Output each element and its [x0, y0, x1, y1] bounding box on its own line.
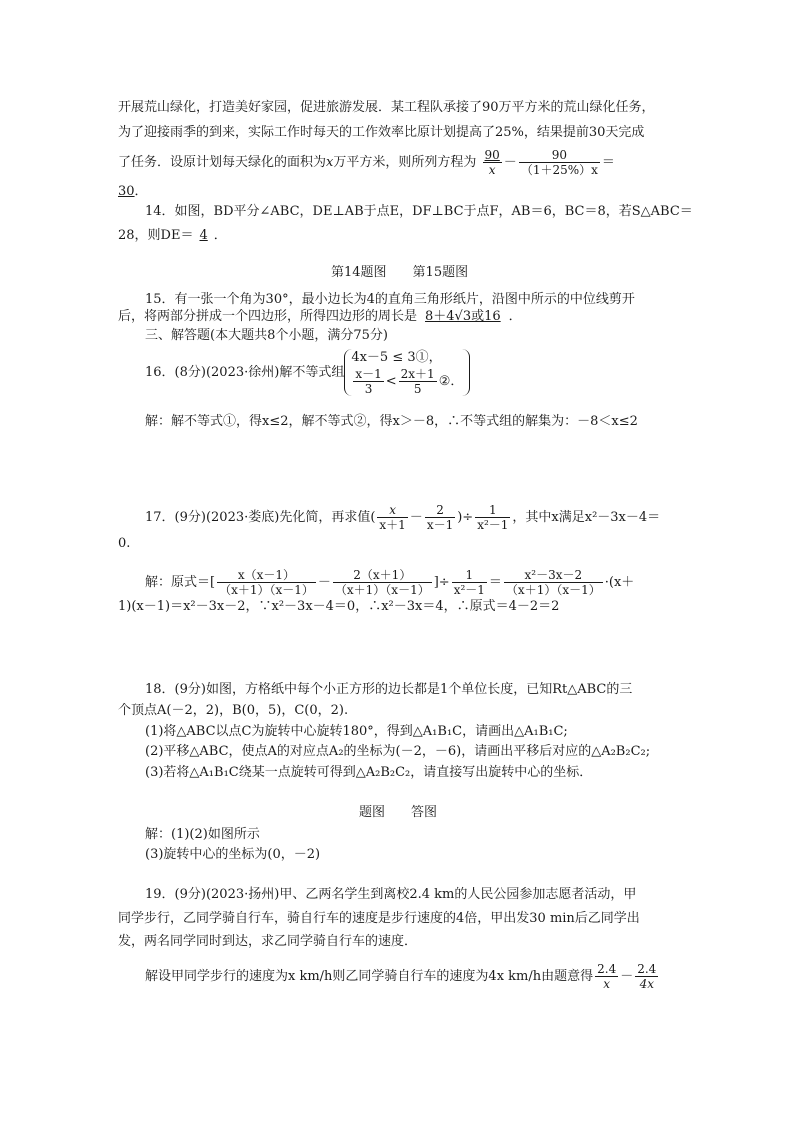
p16-frac1: $\frac{x-1}{3}$: [355, 367, 382, 396]
p13-line2: 为了迎接雨季的到来，实际工作时每天的工作效率比原计划提高了25%，结果提前30天完成: [118, 125, 645, 140]
p16-row2-tail: ②．: [438, 374, 464, 389]
figure-caption-14-15: 第14题图 第15题图: [331, 265, 469, 280]
p13-var-x: x: [326, 155, 334, 170]
p13-line3-pre: 了任务．设原计划每天绿化的面积为: [118, 155, 327, 170]
p17-post: ，其中x满足x²－3x－4＝: [512, 510, 661, 525]
p17-s3: $\frac{1}{\text{x²－1}}$: [453, 568, 485, 597]
p14-line2: [118, 227, 227, 245]
p18-line2: 个顶点A(－2，2)，B(0，5)，C(0，2).: [118, 703, 349, 718]
p17-solution-line2: 1)(x－1)＝x²－3x－2，∵x²－3x－4＝0，∴x²－3x＝4，∴原式＝4－2＝2: [118, 599, 560, 614]
p18-line1: 18．(9分)如图，方格纸中每个小正方形的边长都是1个单位长度，已知Rt△ABC的三: [145, 682, 633, 697]
p19-line3: 发，两名同学同时到达，求乙同学骑自行车的速度．: [118, 934, 418, 949]
p16-lt: <: [385, 374, 397, 389]
p16-question: [145, 349, 470, 396]
p17-div: )÷: [457, 510, 474, 525]
p13-line3: [118, 148, 615, 177]
p17-s-tail: ·(x＋: [604, 575, 635, 590]
p17-s4: $\frac{\text{x²－3x－2}}{(x+1)(x-1)}$: [505, 568, 601, 597]
p17-sol-pre: 解：原式＝[: [145, 575, 216, 590]
p16-sys-row2: [351, 367, 463, 396]
p15-line2: [118, 308, 522, 326]
p19-line1: 19．(9分)(2023·扬州)甲、乙两名学生到离校2.4 km的人民公园参加志愿者活动，甲: [145, 887, 637, 902]
p19-minus: －: [620, 969, 634, 984]
p14-line1: 14．如图，BD平分∠ABC，DE⊥AB于点E，DF⊥BC于点F，AB＝6，BC＝8，若S△ABC＝: [145, 204, 693, 219]
p14-line2-pre: 28，则DE＝: [118, 228, 194, 243]
p17-s1: $\frac{x(x-1)}{(x+1)(x-1)}$: [219, 568, 314, 597]
p16-sys-row1: 4x－5 ≤ 3①，: [351, 350, 442, 365]
p13-minus: －: [503, 155, 517, 170]
p15-line2-post: ．: [508, 309, 522, 324]
p15-line1: 15．有一张一个角为30°，最小边长为4的直角三角形纸片，沿图中所示的中位线剪开: [145, 292, 635, 307]
p13-answer-line: [118, 183, 148, 201]
p18-q3: (3)若将△A₁B₁C绕某一点旋转可得到△A₂B₂C₂，请直接写出旋转中心的坐标．: [145, 765, 593, 780]
p17-s2: $\frac{2(x+1)}{(x+1)(x-1)}$: [334, 568, 430, 597]
p17-s-div: ]÷: [433, 575, 450, 590]
p17-f2: $\frac{2}{x-1}$: [426, 503, 454, 532]
p17-s-eq: ＝: [488, 575, 502, 590]
p17-f3: $\frac{1}{\text{x²－1}}$: [477, 503, 509, 532]
p19-f1: $\frac{2.4}{x}$: [597, 962, 617, 991]
p13-frac1: $\frac{90}{x}$: [484, 148, 500, 177]
p15-line2-pre: 后，将两部分拼成一个四边形，所得四边形的周长是: [118, 309, 418, 324]
p13-tail: ．: [134, 184, 148, 199]
p16-inequality-system: [344, 349, 470, 396]
p17-line2: 0.: [118, 536, 131, 551]
p16-frac2: $\frac{2x+1}{5}$: [400, 367, 435, 396]
p18-solution-1: 解：(1)(2)如图所示: [145, 827, 260, 842]
p16-pre: 16．(8分)(2023·徐州)解不等式组: [145, 364, 345, 380]
p13-answer: 30: [118, 184, 135, 199]
p18-q1: (1)将△ABC以点C为旋转中心旋转180°，得到△A₁B₁C，请画出△A₁B₁C;: [145, 724, 568, 739]
p19-solution: [145, 962, 660, 991]
p17-minus: －: [409, 510, 423, 525]
p13-frac2: $\frac{90}{(1+25\%)x}$: [520, 148, 598, 177]
section3-title: 三、解答题(本大题共8个小题，满分75分): [145, 328, 388, 343]
p17-question: [145, 503, 660, 532]
p17-pre: 17．(9分)(2023·娄底)先化简，再求值(: [145, 510, 376, 525]
p13-line1: 开展荒山绿化，打造美好家园，促进旅游发展．某工程队承接了90万平方米的荒山绿化任务，: [118, 100, 655, 115]
p19-line2: 同学步行，乙同学骑自行车，骑自行车的速度是步行速度的4倍，甲出发30 min后乙同学出: [118, 911, 640, 926]
p13-line3-mid: 万平方米，则所列方程为: [333, 155, 477, 170]
p16-solution: 解：解不等式①，得x≤2，解不等式②，得x＞－8，∴不等式组的解集为：－8＜x≤2: [145, 414, 638, 429]
p18-solution-2: (3)旋转中心的坐标为(0，－2): [145, 847, 321, 862]
p18-figure-caption: 题图 答图: [359, 805, 438, 820]
p15-answer: 8＋4√3或16: [425, 309, 501, 324]
p13-eq: ＝: [601, 155, 615, 170]
p17-solution-line1: [145, 568, 634, 597]
p17-s-minus: －: [317, 575, 331, 590]
p18-q2: (2)平移△ABC，使点A的对应点A₂的坐标为(－2，－6)，请画出平移后对应的△A₂B₂C₂;: [145, 744, 651, 759]
p17-f1: $\frac{x}{x+1}$: [379, 503, 406, 532]
p19-sol-pre: 解设甲同学步行的速度为x km/h则乙同学骑自行车的速度为4x km/h由题意得: [145, 969, 594, 984]
p19-f2: $\frac{2.4}{4x}$: [637, 962, 657, 991]
p14-answer: 4: [199, 228, 208, 243]
p14-line2-post: ．: [213, 228, 227, 243]
